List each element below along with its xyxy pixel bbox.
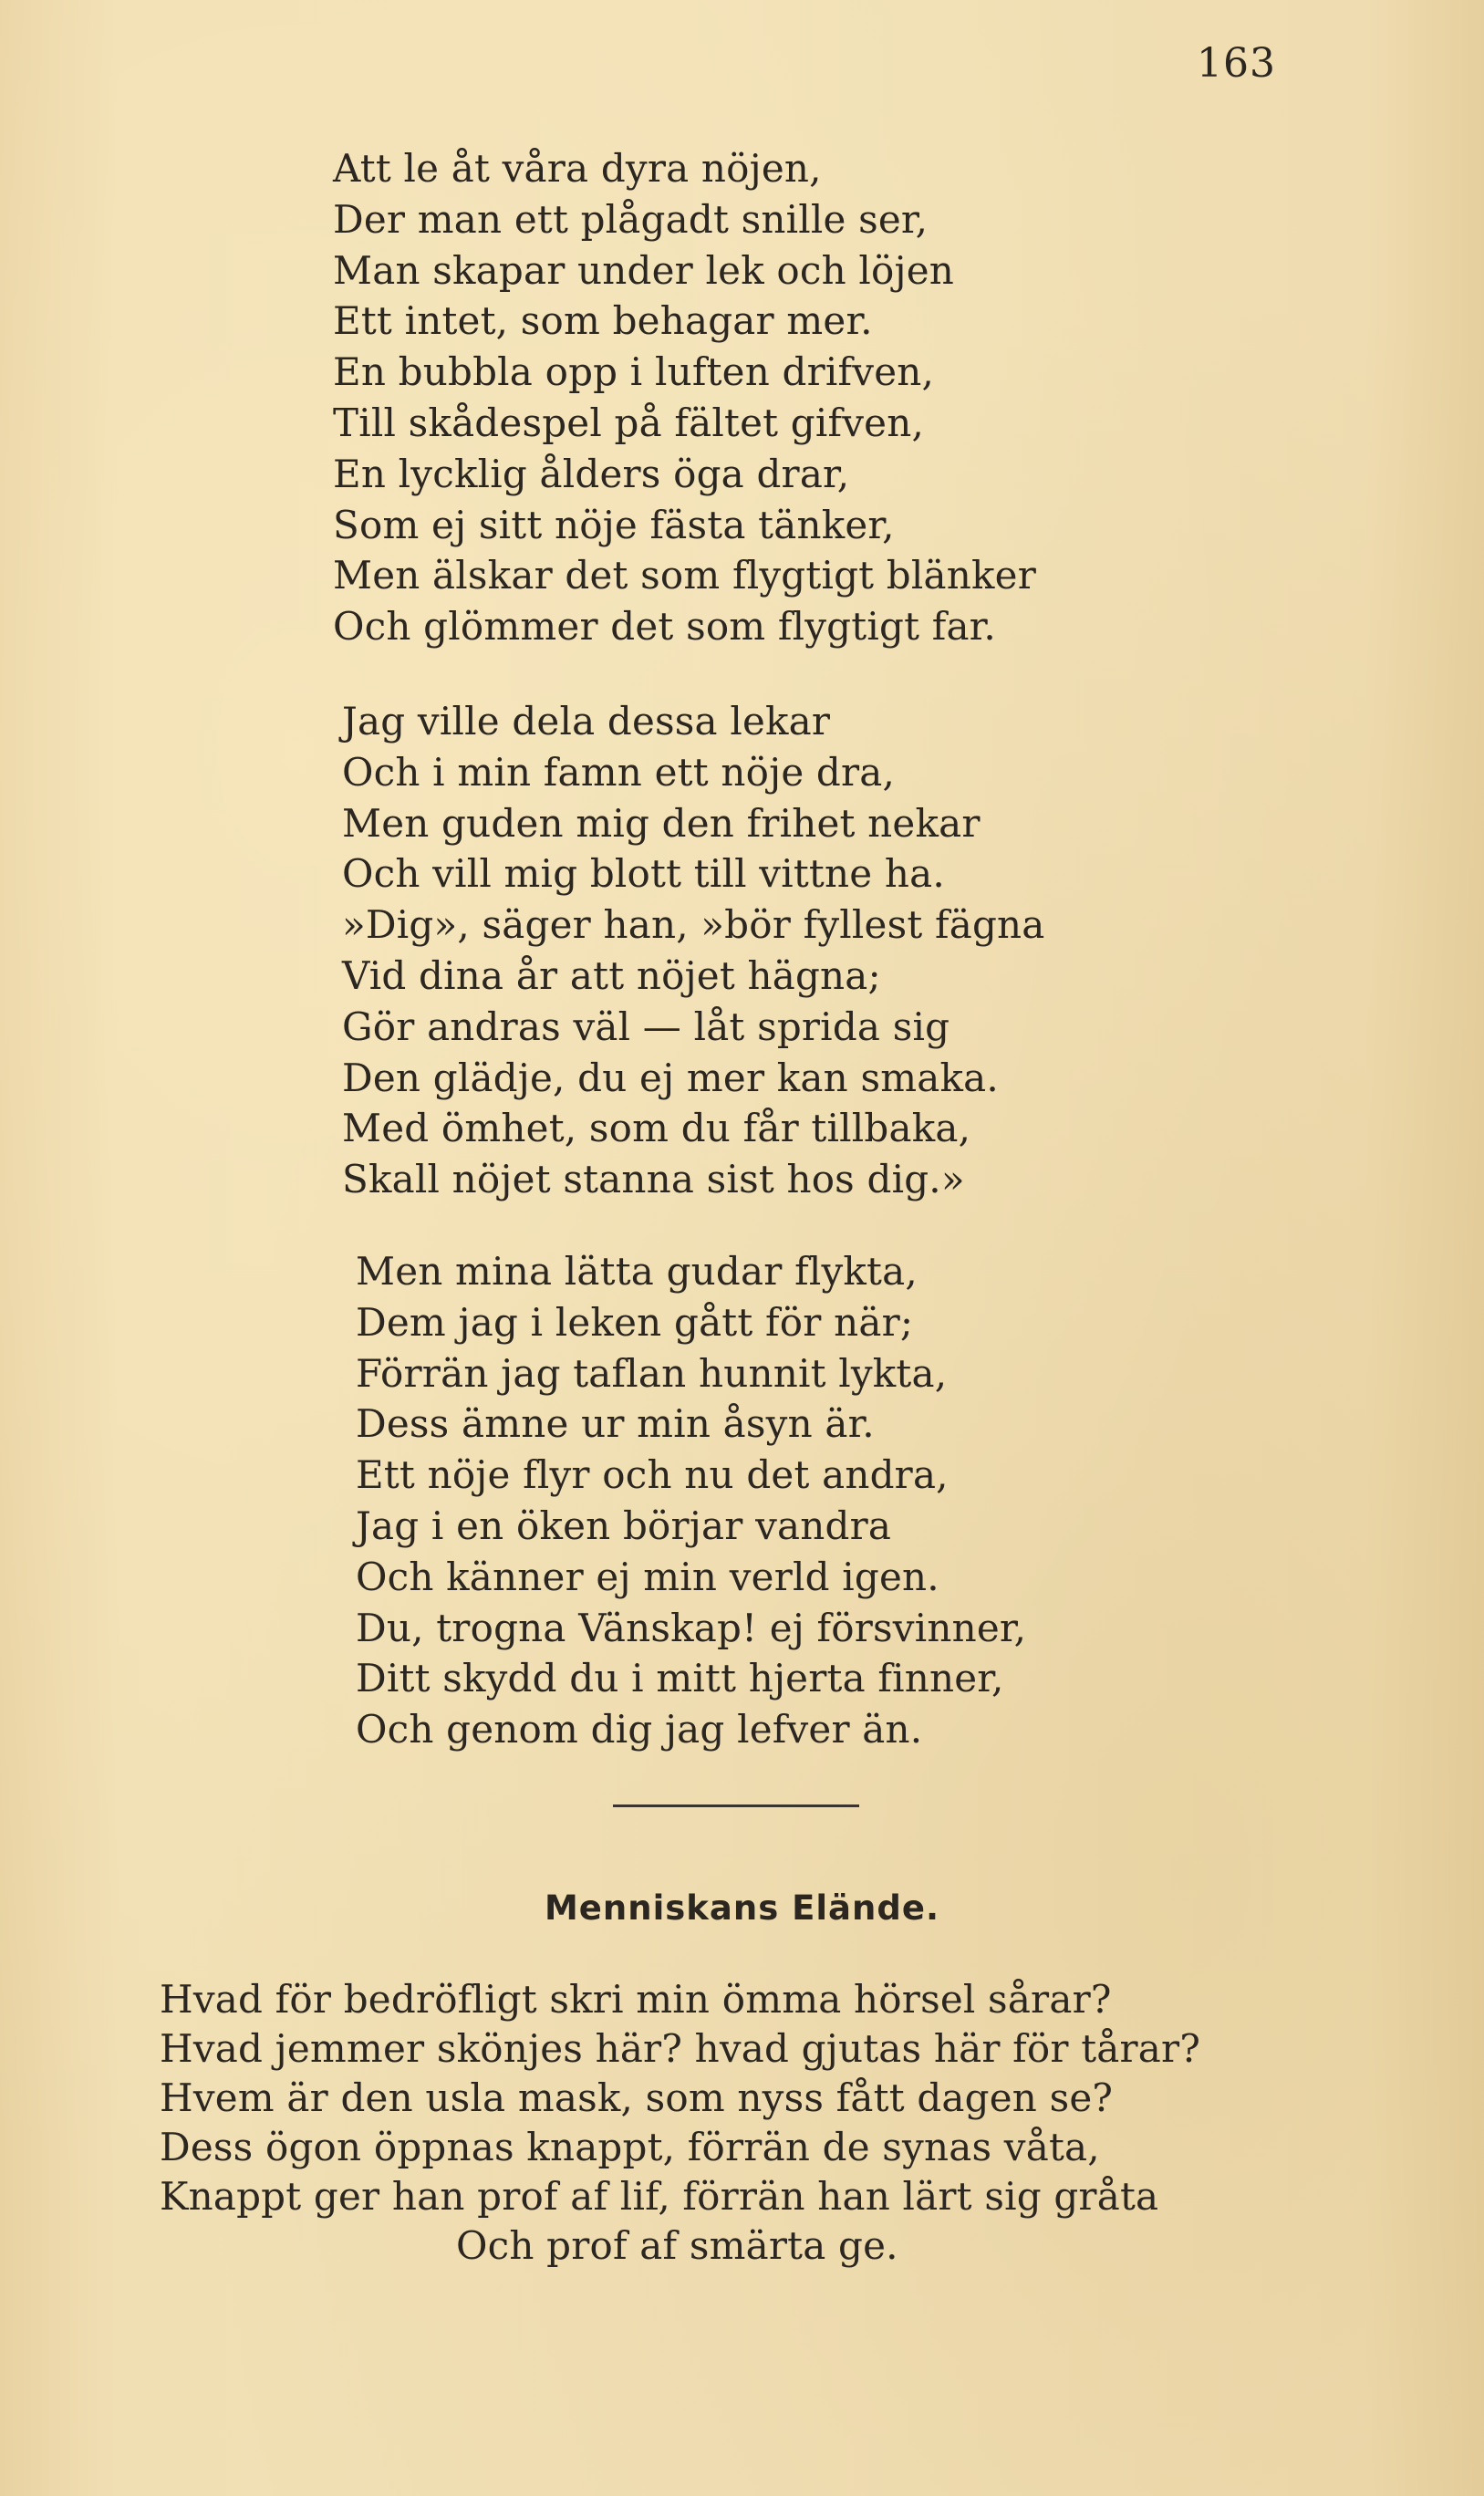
poem-line: Dess ämne ur min åsyn är.	[356, 1401, 875, 1447]
poem-line: Och genom dig jag lefver än.	[356, 1707, 923, 1752]
poem-line: Dess ögon öppnas knappt, förrän de synas våta,	[160, 2125, 1100, 2169]
poem-line: Att le åt våra dyra nöjen,	[333, 146, 822, 191]
poem-line: Hvem är den usla mask, som nyss fått dagen se?	[160, 2075, 1114, 2120]
poem-line: Och i min famn ett nöje dra,	[342, 749, 896, 795]
poem-stanza-2	[342, 696, 1045, 1205]
poem-stanza-1	[333, 143, 1036, 652]
poem-line: Hvad jemmer skönjes här? hvad gjutas här för tårar?	[160, 2026, 1201, 2071]
poem-line: Hvad för bedröfligt skri min ömma hörsel sårar?	[160, 1977, 1112, 2022]
poem-line: Skall nöjet stanna sist hos dig.»	[342, 1157, 965, 1202]
poem-line: Men guden mig den frihet nekar	[342, 800, 981, 846]
poem-line: En bubbla opp i luften drifven,	[333, 349, 935, 395]
poem-line: Och vill mig blott till vittne ha.	[342, 851, 945, 897]
poem-line: Ett intet, som behagar mer.	[333, 298, 873, 344]
poem-line: Och glömmer det som flygtigt far.	[333, 604, 996, 650]
section-title: Menniskans Elände.	[544, 1888, 940, 1928]
poem-line: Men mina lätta gudar flykta,	[356, 1249, 918, 1294]
poem-line: Der man ett plågadt snille ser,	[333, 196, 929, 242]
poem-line: Vid dina år att nöjet hägna;	[342, 952, 881, 998]
poem-line: Dem jag i leken gått för när;	[356, 1299, 914, 1345]
poem-line: Förrän jag taflan hunnit lykta,	[356, 1350, 948, 1396]
poem-line: Och känner ej min verld igen.	[356, 1554, 939, 1599]
poem-line: Ditt skydd du i mitt hjerta finner,	[356, 1656, 1004, 1701]
poem-line: En lycklig ålders öga drar,	[333, 451, 850, 496]
poem-line: Knappt ger han prof af lif, förrän han lärt sig gråta	[160, 2174, 1159, 2219]
page-number: 163	[1197, 40, 1276, 87]
poem-line: Ett nöje flyr och nu det andra,	[356, 1452, 949, 1498]
poem-line: Du, trogna Vänskap! ej försvinner,	[356, 1605, 1027, 1650]
poem-line: Som ej sitt nöje fästa tänker,	[333, 502, 895, 547]
poem-stanza-3	[356, 1246, 1026, 1755]
poem-line: Den glädje, du ej mer kan smaka.	[342, 1055, 999, 1100]
poem-line: Man skapar under lek och löjen	[333, 247, 955, 293]
poem-stanza-4	[160, 1975, 1200, 2271]
poem-line: Och prof af smärta ge.	[456, 2223, 898, 2268]
poem-line: Till skådespel på fältet gifven,	[333, 400, 925, 445]
poem-line: Gör andras väl — låt sprida sig	[342, 1004, 950, 1049]
poem-line: Jag ville dela dessa lekar	[342, 699, 831, 744]
poem-line: Med ömhet, som du får tillbaka,	[342, 1106, 971, 1151]
poem-line: Men älskar det som flygtigt blänker	[333, 553, 1036, 598]
poem-line: Jag i en öken börjar vandra	[356, 1503, 892, 1548]
section-divider	[613, 1804, 859, 1807]
poem-line: »Dig», säger han, »bör fyllest fägna	[342, 902, 1045, 948]
